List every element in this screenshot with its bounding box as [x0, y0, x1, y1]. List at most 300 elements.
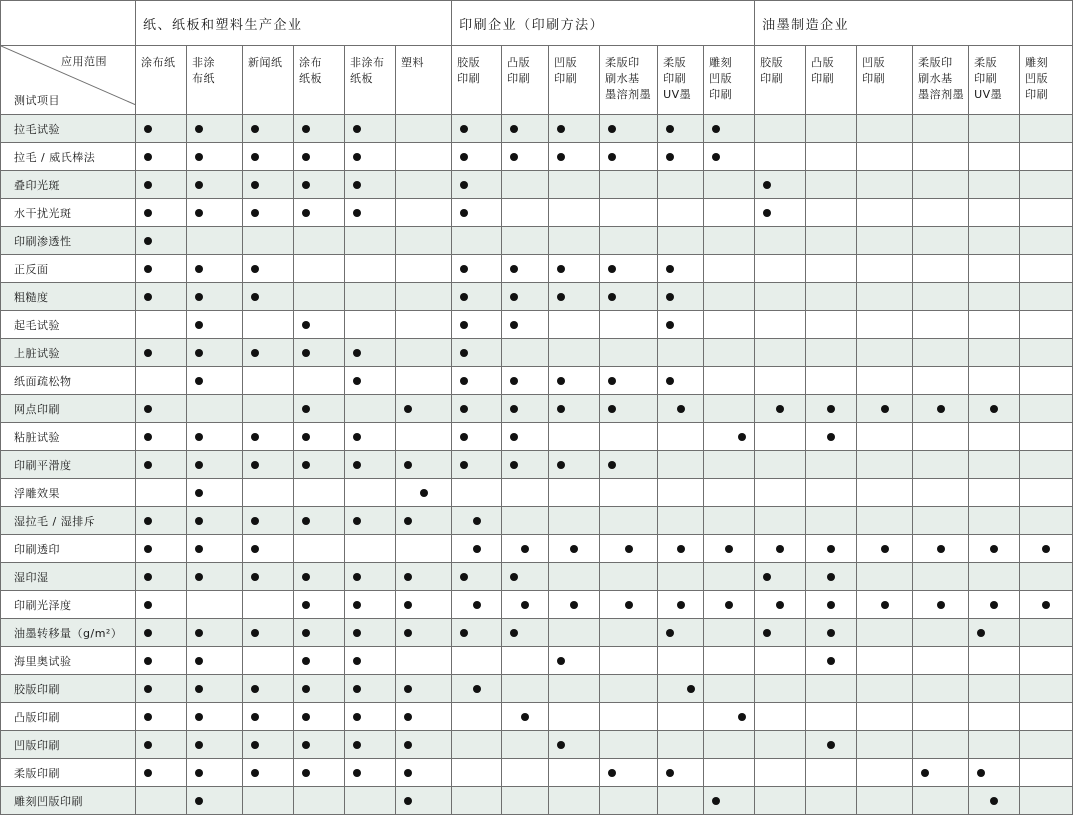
- table-cell: [396, 591, 452, 619]
- bullet-icon: [195, 377, 203, 385]
- corner-label-test-item: 测试项目: [14, 94, 60, 107]
- bullet-icon: [195, 265, 203, 273]
- table-cell: [857, 339, 913, 367]
- table-cell: [857, 451, 913, 479]
- table-row: [1, 479, 1073, 507]
- bullet-icon: [353, 433, 361, 441]
- table-row: [1, 199, 1073, 227]
- bullet-icon: [302, 573, 310, 581]
- bullet-icon: [521, 601, 529, 609]
- table-cell: [600, 339, 658, 367]
- table-cell: [294, 703, 345, 731]
- table-cell: [396, 227, 452, 255]
- table-cell: [502, 143, 549, 171]
- bullet-icon: [195, 517, 203, 525]
- row-label: 浮雕效果: [1, 479, 136, 507]
- bullet-icon: [608, 125, 616, 133]
- column-header: 非涂 布纸: [187, 46, 243, 115]
- table-cell: [755, 591, 806, 619]
- column-header: 柔版印 刷水基 墨溶剂墨: [913, 46, 969, 115]
- table-cell: [187, 759, 243, 787]
- table-cell: [600, 563, 658, 591]
- table-cell: [243, 675, 294, 703]
- bullet-icon: [404, 573, 412, 581]
- table-cell: [600, 283, 658, 311]
- bullet-icon: [881, 601, 889, 609]
- bullet-icon: [510, 321, 518, 329]
- table-cell: [452, 115, 502, 143]
- table-cell: [396, 507, 452, 535]
- table-cell: [294, 199, 345, 227]
- table-cell: [294, 451, 345, 479]
- bullet-icon: [353, 517, 361, 525]
- table-cell: [1020, 787, 1073, 815]
- table-cell: [1020, 115, 1073, 143]
- table-row: [1, 227, 1073, 255]
- table-cell: [658, 563, 704, 591]
- table-cell: [136, 759, 187, 787]
- table-cell: [187, 423, 243, 451]
- table-cell: [345, 255, 396, 283]
- table-cell: [549, 423, 600, 451]
- bullet-icon: [144, 545, 152, 553]
- table-cell: [396, 675, 452, 703]
- bullet-icon: [608, 293, 616, 301]
- bullet-icon: [251, 265, 259, 273]
- table-cell: [396, 647, 452, 675]
- table-cell: [243, 507, 294, 535]
- table-cell: [502, 311, 549, 339]
- bullet-icon: [144, 685, 152, 693]
- table-cell: [969, 731, 1020, 759]
- table-cell: [600, 759, 658, 787]
- table-cell: [345, 311, 396, 339]
- bullet-icon: [990, 601, 998, 609]
- table-cell: [294, 731, 345, 759]
- bullet-icon: [473, 545, 481, 553]
- table-row: [1, 787, 1073, 815]
- bullet-icon: [510, 461, 518, 469]
- table-cell: [969, 647, 1020, 675]
- table-cell: [600, 619, 658, 647]
- bullet-icon: [353, 181, 361, 189]
- table-cell: [549, 507, 600, 535]
- table-cell: [658, 311, 704, 339]
- table-cell: [187, 703, 243, 731]
- bullet-icon: [460, 377, 468, 385]
- table-cell: [755, 703, 806, 731]
- bullet-icon: [251, 209, 259, 217]
- bullet-icon: [827, 741, 835, 749]
- bullet-icon: [937, 545, 945, 553]
- table-cell: [396, 367, 452, 395]
- table-cell: [913, 395, 969, 423]
- bullet-icon: [570, 601, 578, 609]
- bullet-icon: [404, 713, 412, 721]
- column-header: 胶版 印刷: [452, 46, 502, 115]
- table-row: [1, 563, 1073, 591]
- bullet-icon: [460, 125, 468, 133]
- bullet-icon: [827, 545, 835, 553]
- table-cell: [600, 395, 658, 423]
- table-cell: [345, 787, 396, 815]
- bullet-icon: [776, 405, 784, 413]
- bullet-icon: [353, 601, 361, 609]
- table-cell: [600, 787, 658, 815]
- bullet-icon: [460, 573, 468, 581]
- table-cell: [452, 339, 502, 367]
- table-cell: [913, 423, 969, 451]
- table-cell: [857, 255, 913, 283]
- table-cell: [857, 423, 913, 451]
- table-cell: [857, 367, 913, 395]
- table-cell: [806, 647, 857, 675]
- table-cell: [549, 255, 600, 283]
- bullet-icon: [510, 125, 518, 133]
- table-cell: [755, 619, 806, 647]
- table-cell: [502, 787, 549, 815]
- table-cell: [755, 339, 806, 367]
- table-cell: [549, 199, 600, 227]
- table-cell: [704, 171, 755, 199]
- row-label: 柔版印刷: [1, 759, 136, 787]
- table-cell: [704, 367, 755, 395]
- table-cell: [658, 395, 704, 423]
- table-cell: [857, 507, 913, 535]
- bullet-icon: [144, 517, 152, 525]
- table-cell: [187, 535, 243, 563]
- table-cell: [600, 675, 658, 703]
- bullet-icon: [251, 181, 259, 189]
- table-cell: [600, 507, 658, 535]
- table-cell: [913, 787, 969, 815]
- table-cell: [243, 171, 294, 199]
- bullet-icon: [738, 433, 746, 441]
- table-cell: [187, 143, 243, 171]
- table-cell: [913, 759, 969, 787]
- table-cell: [913, 283, 969, 311]
- table-cell: [806, 759, 857, 787]
- bullet-icon: [144, 741, 152, 749]
- bullet-icon: [937, 601, 945, 609]
- table-cell: [969, 339, 1020, 367]
- table-cell: [704, 255, 755, 283]
- table-cell: [969, 395, 1020, 423]
- row-label: 凹版印刷: [1, 731, 136, 759]
- table-cell: [857, 675, 913, 703]
- table-cell: [658, 227, 704, 255]
- column-header: 新闻纸: [243, 46, 294, 115]
- bullet-icon: [666, 321, 674, 329]
- column-header: 凹版 印刷: [857, 46, 913, 115]
- table-cell: [913, 675, 969, 703]
- table-cell: [969, 759, 1020, 787]
- bullet-icon: [557, 125, 565, 133]
- bullet-icon: [144, 461, 152, 469]
- bullet-icon: [144, 125, 152, 133]
- table-cell: [857, 395, 913, 423]
- bullet-icon: [625, 601, 633, 609]
- table-cell: [187, 227, 243, 255]
- bullet-icon: [404, 769, 412, 777]
- table-cell: [502, 339, 549, 367]
- bullet-icon: [195, 741, 203, 749]
- row-label: 纸面疏松物: [1, 367, 136, 395]
- table-cell: [704, 731, 755, 759]
- table-cell: [294, 255, 345, 283]
- table-cell: [345, 647, 396, 675]
- table-cell: [452, 647, 502, 675]
- table-cell: [755, 171, 806, 199]
- table-cell: [549, 227, 600, 255]
- table-cell: [658, 339, 704, 367]
- table-row: [1, 171, 1073, 199]
- table-cell: [345, 535, 396, 563]
- table-cell: [755, 395, 806, 423]
- table-row: [1, 759, 1073, 787]
- table-cell: [452, 479, 502, 507]
- table-cell: [345, 731, 396, 759]
- table-cell: [294, 479, 345, 507]
- table-cell: [452, 311, 502, 339]
- table-cell: [658, 787, 704, 815]
- table-cell: [396, 339, 452, 367]
- row-label: 油墨转移量（g/m²）: [1, 619, 136, 647]
- table-cell: [913, 115, 969, 143]
- table-cell: [549, 143, 600, 171]
- bullet-icon: [666, 377, 674, 385]
- table-row: [1, 619, 1073, 647]
- table-cell: [243, 199, 294, 227]
- table-cell: [136, 367, 187, 395]
- table-cell: [704, 115, 755, 143]
- bullet-icon: [353, 349, 361, 357]
- table-cell: [704, 647, 755, 675]
- bullet-icon: [608, 153, 616, 161]
- bullet-icon: [353, 377, 361, 385]
- table-cell: [969, 703, 1020, 731]
- table-cell: [502, 563, 549, 591]
- table-cell: [549, 283, 600, 311]
- bullet-icon: [302, 125, 310, 133]
- bullet-icon: [195, 153, 203, 161]
- bullet-icon: [251, 573, 259, 581]
- bullet-icon: [302, 741, 310, 749]
- table-cell: [294, 143, 345, 171]
- column-header: 柔版 印刷 UV墨: [658, 46, 704, 115]
- table-cell: [1020, 479, 1073, 507]
- table-cell: [136, 339, 187, 367]
- bullet-icon: [977, 769, 985, 777]
- table-cell: [502, 535, 549, 563]
- bullet-icon: [881, 545, 889, 553]
- table-cell: [452, 731, 502, 759]
- table-row: [1, 339, 1073, 367]
- table-cell: [452, 199, 502, 227]
- bullet-icon: [302, 601, 310, 609]
- table-cell: [243, 703, 294, 731]
- bullet-icon: [251, 741, 259, 749]
- table-cell: [294, 311, 345, 339]
- table-cell: [294, 423, 345, 451]
- table-cell: [857, 283, 913, 311]
- table-cell: [452, 367, 502, 395]
- bullet-icon: [195, 349, 203, 357]
- bullet-icon: [195, 629, 203, 637]
- table-row: [1, 283, 1073, 311]
- column-header: 雕刻 凹版 印刷: [704, 46, 755, 115]
- table-cell: [806, 703, 857, 731]
- table-cell: [243, 731, 294, 759]
- table-cell: [243, 451, 294, 479]
- column-header: 非涂布 纸板: [345, 46, 396, 115]
- table-cell: [658, 619, 704, 647]
- table-cell: [658, 731, 704, 759]
- table-cell: [1020, 535, 1073, 563]
- bullet-icon: [510, 433, 518, 441]
- bullet-icon: [144, 601, 152, 609]
- bullet-icon: [1042, 545, 1050, 553]
- table-cell: [806, 535, 857, 563]
- table-cell: [502, 227, 549, 255]
- table-cell: [502, 731, 549, 759]
- table-cell: [913, 367, 969, 395]
- table-cell: [600, 479, 658, 507]
- table-cell: [294, 283, 345, 311]
- row-label: 拉毛 / 威氏棒法: [1, 143, 136, 171]
- bullet-icon: [404, 517, 412, 525]
- table-cell: [187, 339, 243, 367]
- table-cell: [452, 171, 502, 199]
- table-row: [1, 255, 1073, 283]
- bullet-icon: [195, 797, 203, 805]
- table-cell: [913, 591, 969, 619]
- corner-header: [1, 46, 136, 115]
- column-header: 凸版 印刷: [502, 46, 549, 115]
- table-cell: [969, 367, 1020, 395]
- bullet-icon: [521, 545, 529, 553]
- table-cell: [294, 115, 345, 143]
- table-cell: [913, 563, 969, 591]
- table-cell: [136, 731, 187, 759]
- table-cell: [452, 423, 502, 451]
- table-cell: [294, 759, 345, 787]
- table-cell: [294, 619, 345, 647]
- table-cell: [549, 311, 600, 339]
- table-cell: [502, 395, 549, 423]
- bullet-icon: [1042, 601, 1050, 609]
- bullet-icon: [302, 405, 310, 413]
- table-cell: [1020, 283, 1073, 311]
- table-cell: [658, 367, 704, 395]
- table-cell: [806, 787, 857, 815]
- table-cell: [806, 367, 857, 395]
- bullet-icon: [144, 237, 152, 245]
- table-cell: [806, 395, 857, 423]
- table-cell: [969, 143, 1020, 171]
- table-cell: [704, 787, 755, 815]
- table-cell: [294, 227, 345, 255]
- bullet-icon: [144, 769, 152, 777]
- table-cell: [658, 591, 704, 619]
- table-cell: [345, 563, 396, 591]
- table-cell: [704, 283, 755, 311]
- table-cell: [658, 199, 704, 227]
- table-cell: [452, 759, 502, 787]
- bullet-icon: [353, 461, 361, 469]
- table-cell: [294, 367, 345, 395]
- bullet-icon: [404, 461, 412, 469]
- bullet-icon: [302, 433, 310, 441]
- column-header: 雕刻 凹版 印刷: [1020, 46, 1073, 115]
- table-cell: [396, 479, 452, 507]
- table-cell: [913, 451, 969, 479]
- table-cell: [969, 283, 1020, 311]
- table-row: [1, 703, 1073, 731]
- table-cell: [913, 311, 969, 339]
- table-cell: [136, 423, 187, 451]
- table-cell: [187, 115, 243, 143]
- bullet-icon: [687, 685, 695, 693]
- table-cell: [136, 787, 187, 815]
- row-label: 湿印湿: [1, 563, 136, 591]
- table-cell: [806, 199, 857, 227]
- bullet-icon: [763, 209, 771, 217]
- table-cell: [396, 451, 452, 479]
- table-cell: [345, 115, 396, 143]
- table-cell: [806, 591, 857, 619]
- table-cell: [857, 479, 913, 507]
- table-cell: [969, 255, 1020, 283]
- table-cell: [969, 479, 1020, 507]
- table-cell: [396, 535, 452, 563]
- table-cell: [345, 703, 396, 731]
- row-label: 拉毛试验: [1, 115, 136, 143]
- table-cell: [806, 339, 857, 367]
- table-cell: [755, 283, 806, 311]
- table-cell: [294, 171, 345, 199]
- table-cell: [704, 535, 755, 563]
- table-cell: [345, 395, 396, 423]
- table-cell: [345, 423, 396, 451]
- table-cell: [452, 507, 502, 535]
- table-cell: [704, 339, 755, 367]
- table-cell: [806, 619, 857, 647]
- bullet-icon: [510, 293, 518, 301]
- table-cell: [452, 619, 502, 647]
- table-cell: [187, 171, 243, 199]
- bullet-icon: [302, 461, 310, 469]
- table-cell: [806, 283, 857, 311]
- table-cell: [502, 675, 549, 703]
- bullet-icon: [712, 125, 720, 133]
- table-cell: [136, 479, 187, 507]
- bullet-icon: [937, 405, 945, 413]
- bullet-icon: [404, 741, 412, 749]
- table-cell: [136, 143, 187, 171]
- bullet-icon: [353, 685, 361, 693]
- bullet-icon: [251, 153, 259, 161]
- table-cell: [452, 675, 502, 703]
- table-row: [1, 731, 1073, 759]
- bullet-icon: [251, 461, 259, 469]
- table-cell: [345, 227, 396, 255]
- bullet-icon: [353, 657, 361, 665]
- table-cell: [755, 675, 806, 703]
- table-row: [1, 395, 1073, 423]
- table-cell: [969, 199, 1020, 227]
- row-label: 雕刻凹版印刷: [1, 787, 136, 815]
